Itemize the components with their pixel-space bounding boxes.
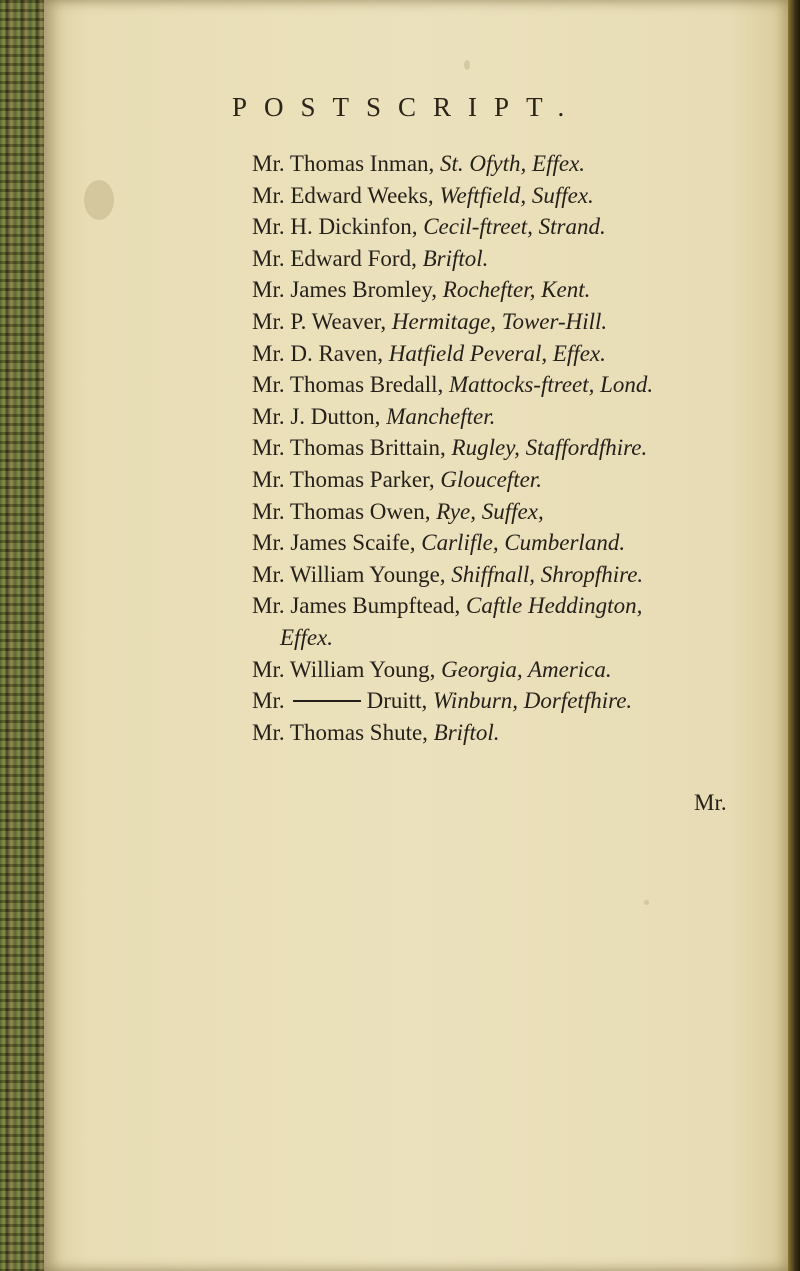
subscriber-place: Manchefter. — [386, 403, 496, 429]
subscriber-name: Mr. Edward Weeks, — [252, 182, 440, 208]
subscriber-place: Cecil-ftreet, Strand. — [423, 214, 606, 240]
subscriber-place: Rugley, Staffordfhire. — [451, 435, 648, 461]
list-item — [252, 654, 772, 686]
subscriber-place: Weftfield, Suffex. — [439, 182, 594, 208]
list-item — [252, 496, 772, 528]
subscriber-place: Rochefter, Kent. — [442, 277, 591, 303]
ink-speck — [644, 900, 649, 905]
ink-speck — [464, 60, 470, 70]
list-item — [252, 211, 772, 243]
list-item — [252, 306, 772, 338]
subscriber-name: Mr. Edward Ford, — [252, 245, 423, 271]
subscriber-place: Winburn, Dorfetfhire. — [433, 688, 633, 714]
list-item — [252, 148, 772, 180]
subscriber-list — [252, 148, 772, 748]
subscriber-surname: Druitt, — [366, 688, 434, 714]
subscriber-name: Mr. James Bromley, — [252, 277, 443, 303]
list-item — [252, 180, 772, 212]
subscriber-name: Mr. D. Raven, — [252, 340, 389, 366]
list-item — [252, 717, 772, 749]
subscriber-name: Mr. William Young, — [252, 656, 442, 682]
list-item-continuation — [252, 622, 772, 654]
list-item — [252, 590, 772, 622]
subscriber-place: Caftle Heddington, — [466, 593, 643, 619]
subscriber-name: Mr. Thomas Brittain, — [252, 435, 452, 461]
subscriber-place: Hermitage, Tower-Hill. — [391, 308, 608, 334]
subscriber-name: Mr. James Scaife, — [252, 530, 422, 556]
subscriber-place: Briftol. — [422, 245, 489, 271]
blank-name-dash — [293, 700, 361, 702]
catchword: Mr. — [694, 790, 727, 815]
subscriber-name: Mr. James Bumpftead, — [252, 593, 466, 619]
subscriber-name: Mr. Thomas Bredall, — [252, 372, 449, 398]
list-item — [252, 401, 772, 433]
list-item — [252, 243, 772, 275]
subscriber-place: Hatfield Peveral, Effex. — [388, 340, 606, 366]
list-item — [252, 369, 772, 401]
subscriber-name: Mr. J. Dutton, — [252, 403, 387, 429]
subscriber-name: Mr. H. Dickinfon, — [252, 214, 424, 240]
subscriber-place: Mattocks-ftreet, Lond. — [448, 372, 654, 398]
list-item — [252, 685, 772, 717]
subscriber-place: Georgia, America. — [441, 656, 612, 682]
subscriber-place: Carlifle, Cumberland. — [421, 530, 626, 556]
subscriber-place: Shiffnall, Shropfhire. — [451, 561, 644, 587]
book-binding-right — [788, 0, 800, 1271]
subscriber-name: Mr. Thomas Parker, — [252, 466, 441, 492]
list-item — [252, 432, 772, 464]
book-binding-left — [0, 0, 44, 1271]
page-heading: POSTSCRIPT. — [232, 92, 582, 122]
subscriber-place: Gloucefter. — [440, 466, 542, 492]
subscriber-name: Mr. Thomas Owen, — [252, 498, 437, 524]
subscriber-place: Briftol. — [433, 719, 500, 745]
paper-stain — [84, 180, 114, 220]
subscriber-place: Effex. — [280, 624, 333, 650]
subscriber-name: Mr. Thomas Shute, — [252, 719, 434, 745]
subscriber-place: St. Ofyth, Effex. — [440, 151, 586, 176]
subscriber-place: Rye, Suffex, — [436, 498, 544, 524]
list-item — [252, 274, 772, 306]
list-item — [252, 559, 772, 591]
subscriber-name: Mr. — [252, 688, 285, 714]
subscriber-name: Mr. William Younge, — [252, 561, 452, 587]
list-item — [252, 527, 772, 559]
list-item — [252, 464, 772, 496]
subscriber-name: Mr. P. Weaver, — [252, 308, 392, 334]
subscriber-name: Mr. Thomas Inman, — [252, 151, 441, 176]
list-item — [252, 338, 772, 370]
